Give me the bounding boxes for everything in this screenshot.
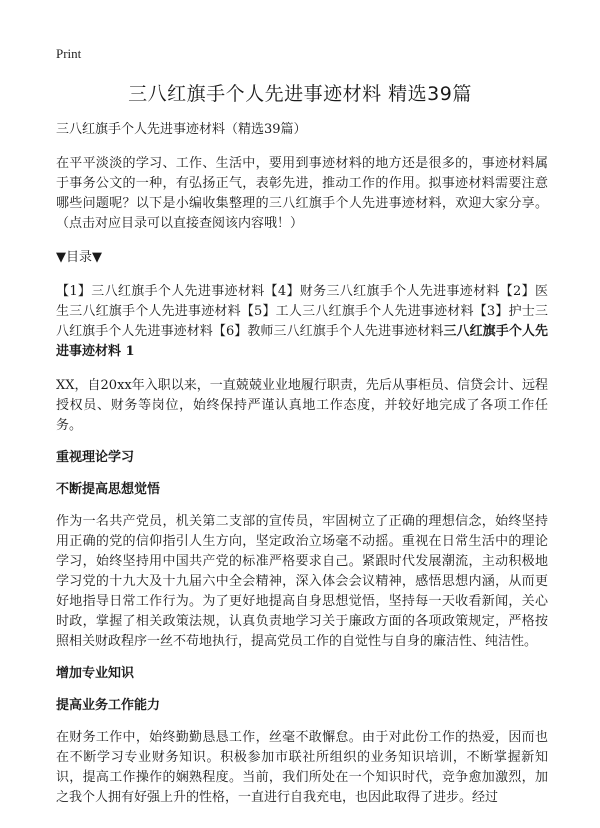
toc-link-5[interactable]: 【5】工人三八红旗手个人先进事迹材料 — [240, 304, 474, 319]
toc-heading: ▼目录▼ — [56, 250, 102, 265]
toc-link-1[interactable]: 【1】三八红旗手个人先进事迹材料 — [56, 284, 265, 299]
body-paragraph: 在财务工作中，始终勤勤恳恳工作，丝毫不敢懈怠。由于对此份工作的热爱，因而也在不断学习专业财务知识。积极参加市联社所组织的业务知识培训，不断掌握新知识，提高工作操作的娴熟程度。当前，我们所处在一个知识时代，竞争愈加激烈，加之我个人拥有好强上升的性格，一直进行自我充电，也因此取得了进步。经过 — [56, 730, 548, 805]
body-paragraph: 作为一名共产党员，机关第二支部的宣传员，牢固树立了正确的理想信念，始终坚持用正确的党的信仰指引人生方向，坚定政治立场毫不动摇。重视在日常生活中的理论学习，始终坚持用中国共产党的标准严格要求自己。紧跟时代发展潮流，主动积极地学习党的十九大及十九届六中全会精神，深入体会会议精神，感悟思想内涵，从而更好地指导日常工作行为。为了更好地提高自身思想觉悟，坚持每一天收看新闻，关心时政，掌握了相关政策法规，认真负责地学习关于廉政方面的各项政策规定，严格按照相关财政程序一丝不苟地执行，提高党员工作的自觉性与自身的廉洁性、纯洁性。 — [56, 514, 548, 649]
document-subtitle: 三八红旗手个人先进事迹材料（精选39篇） — [56, 122, 307, 137]
section-heading: 重视理论学习 — [56, 450, 135, 465]
body-paragraph: XX，自20xx年入职以来，一直兢兢业业地履行职责，先后从事柜员、信贷会计、远程授权员、财务等岗位，始终保持严谨认真地工作态度，并较好地完成了各项工作任务。 — [56, 378, 548, 433]
toc-link-2[interactable]: 【2】医生三八红旗手个人先进事迹材料 — [56, 284, 548, 319]
first-entry-title: 三八红旗手个人先进事迹材料 1 — [56, 324, 548, 359]
toc-link-6[interactable]: 【6】教师三八红旗手个人先进事迹材料 — [212, 324, 444, 339]
intro-paragraph: 在平平淡淡的学习、工作、生活中，要用到事迹材料的地方还是很多的，事迹材料属于事务公文的一种，有弘扬正气，表彰先进，推动工作的作用。拟事迹材料需要注意哪些问题呢？以下是小编收集整理的三八红旗手个人先进事迹材料，欢迎大家分享。（点击对应目录可以直接查阅该内容哦！） — [56, 156, 548, 231]
document-body — [56, 120, 548, 820]
toc-link-3[interactable]: 【3】护士三八红旗手个人先进事迹材料 — [56, 304, 548, 339]
section-heading: 提高业务工作能力 — [56, 698, 161, 713]
page-title: 三八红旗手个人先进事迹材料 精选39篇 — [128, 83, 472, 105]
section-heading: 不断提高思想觉悟 — [56, 482, 161, 497]
toc-link-4[interactable]: 【4】财务三八红旗手个人先进事迹材料 — [264, 284, 500, 299]
section-heading: 增加专业知识 — [56, 666, 135, 681]
print-link[interactable]: Print — [56, 46, 82, 61]
table-of-contents — [56, 282, 548, 362]
